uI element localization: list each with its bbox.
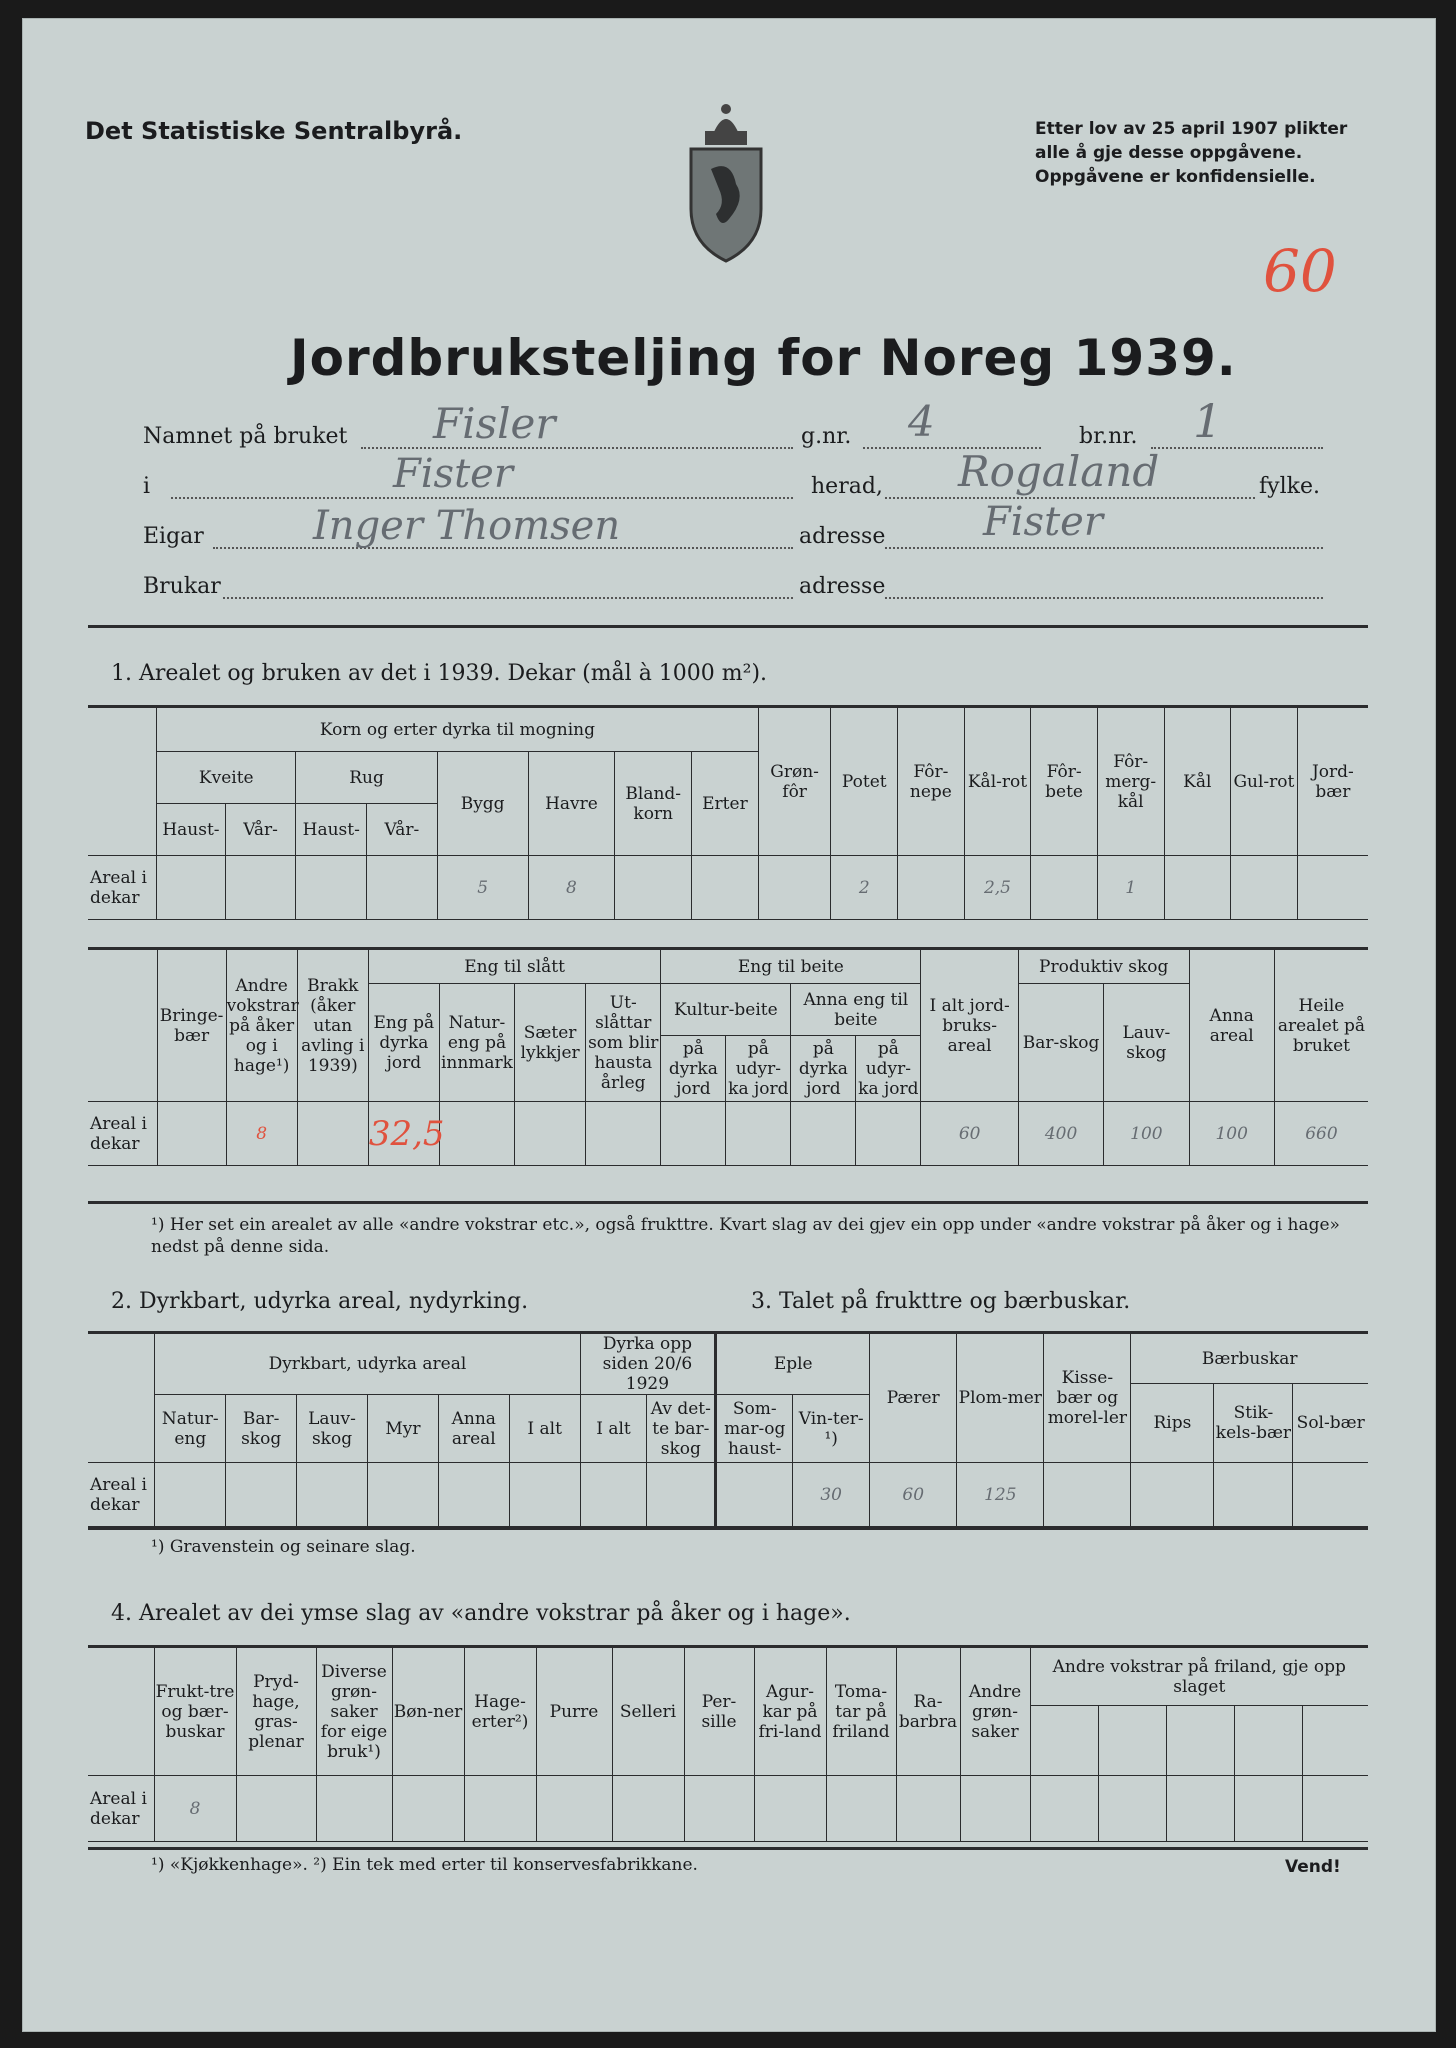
col-purre: Purre bbox=[536, 1648, 612, 1776]
cell-s2-lauvskog[interactable] bbox=[297, 1463, 368, 1527]
cell-friland-3[interactable] bbox=[1166, 1776, 1234, 1842]
area-table-1 bbox=[88, 707, 1368, 920]
cell-kultur-udyrka[interactable] bbox=[726, 1102, 791, 1166]
col-solbaer: Sol-bær bbox=[1293, 1384, 1368, 1463]
cell-sommar[interactable] bbox=[716, 1463, 793, 1527]
cell-s2-ialt[interactable] bbox=[509, 1463, 580, 1527]
col-s2-lauvskog: Lauv-skog bbox=[297, 1395, 368, 1463]
namnet-label: Namnet på bruket bbox=[143, 424, 348, 449]
col-kultur-dyrka: på dyrka jord bbox=[661, 1036, 726, 1102]
row-label-1: Areal i dekar bbox=[88, 856, 157, 920]
vend-label: Vend! bbox=[1285, 1857, 1341, 1877]
col-friland-3 bbox=[1166, 1706, 1234, 1776]
col-agurkar: Agur-kar på fri-land bbox=[754, 1648, 826, 1776]
row-label-1b: Areal i dekar bbox=[88, 1102, 157, 1166]
margin-number: 60 bbox=[1263, 237, 1337, 305]
cell-andre-gronsaker[interactable] bbox=[960, 1776, 1030, 1842]
col-s2-barskog: Bar-skog bbox=[226, 1395, 297, 1463]
brukar-adresse-label: adresse bbox=[799, 574, 886, 599]
section-2-title: 2. Dyrkbart, udyrka areal, nydyrking. bbox=[111, 1289, 529, 1314]
cell-kultur-dyrka[interactable] bbox=[661, 1102, 726, 1166]
agency-name: Det Statistiske Sentralbyrå. bbox=[85, 117, 463, 145]
cell-kalrot[interactable]: 2,5 bbox=[964, 856, 1031, 920]
col-rug: Rug bbox=[296, 752, 437, 804]
cell-s2-anna[interactable] bbox=[438, 1463, 509, 1527]
col-rips: Rips bbox=[1131, 1384, 1214, 1463]
col-vinter: Vin-ter-¹) bbox=[793, 1395, 870, 1463]
cell-kal[interactable] bbox=[1164, 856, 1231, 920]
cell-s2-av-dette[interactable] bbox=[647, 1463, 716, 1527]
cell-hageerter[interactable] bbox=[464, 1776, 536, 1842]
col-havre: Havre bbox=[528, 752, 615, 856]
cell-tomatar[interactable] bbox=[826, 1776, 896, 1842]
cell-potet[interactable]: 2 bbox=[831, 856, 898, 920]
law-notice bbox=[1035, 117, 1347, 189]
cell-kveite-haust[interactable] bbox=[157, 856, 226, 920]
eigar-adresse-value[interactable]: Fister bbox=[983, 499, 1103, 545]
cell-anna-areal[interactable]: 100 bbox=[1189, 1102, 1274, 1166]
col-sommar: Som-mar-og haust- bbox=[716, 1395, 793, 1463]
cell-naturleng[interactable] bbox=[439, 1102, 514, 1166]
footnote-1: ¹) Her set ein arealet av alle «andre vokstrar etc.», også frukttre. Kvart slag av dei gjev ein opp under «andre vokstrar på åker og i hage» nedst på denne sida. bbox=[151, 1215, 1340, 1257]
cell-formergkal[interactable]: 1 bbox=[1097, 856, 1164, 920]
eigar-adresse-label: adresse bbox=[799, 524, 886, 549]
section-3-title: 3. Talet på frukttre og bærbuskar. bbox=[751, 1289, 1131, 1314]
col-kalrot: Kål-rot bbox=[964, 708, 1031, 856]
namnet-value[interactable]: Fisler bbox=[433, 399, 556, 448]
brnr-label: br.nr. bbox=[1079, 424, 1138, 449]
footnote-4: ¹) «Kjøkkenhage». ²) Ein tek med erter til konservesfabrikkane. bbox=[151, 1855, 698, 1875]
col-s2-dyrka-ialt: I alt bbox=[580, 1395, 647, 1463]
col-rug-var: Vår- bbox=[367, 804, 438, 856]
area-table-1b bbox=[88, 949, 1368, 1166]
cell-blandkorn[interactable] bbox=[615, 856, 692, 920]
col-diverse-gronsaker: Diverse grøn-saker for eige bruk¹) bbox=[316, 1648, 392, 1776]
col-eng-slatt: Eng til slått bbox=[368, 950, 661, 984]
col-formergkal: Fôr-merg-kål bbox=[1097, 708, 1164, 856]
cell-andre-vokstrar[interactable]: 8 bbox=[226, 1102, 297, 1166]
page-title: Jordbruksteljing for Noreg 1939. bbox=[290, 329, 1237, 387]
cell-selleri[interactable] bbox=[612, 1776, 684, 1842]
cell-bonner[interactable] bbox=[392, 1776, 464, 1842]
col-produktiv-skog: Produktiv skog bbox=[1018, 950, 1189, 984]
col-persille: Per-sille bbox=[684, 1648, 754, 1776]
cell-kissebaer[interactable] bbox=[1044, 1463, 1131, 1527]
cell-s2-myr[interactable] bbox=[367, 1463, 438, 1527]
col-frukttre: Frukt-tre og bær-buskar bbox=[154, 1648, 236, 1776]
col-forbete: Fôr-bete bbox=[1031, 708, 1098, 856]
eigar-label: Eigar bbox=[143, 524, 204, 549]
col-rabarbra: Ra-barbra bbox=[896, 1648, 960, 1776]
cell-stikkelsbaer[interactable] bbox=[1214, 1463, 1293, 1527]
cell-s2-barskog[interactable] bbox=[226, 1463, 297, 1527]
cell-lauvskog[interactable]: 100 bbox=[1104, 1102, 1189, 1166]
cell-vinter[interactable]: 30 bbox=[793, 1463, 870, 1527]
col-dyrkbart: Dyrkbart, udyrka areal bbox=[155, 1334, 580, 1395]
col-bygg: Bygg bbox=[437, 752, 528, 856]
col-eng-dyrka: Eng på dyrka jord bbox=[368, 984, 439, 1102]
col-anna-udyrka: på udyr-ka jord bbox=[856, 1036, 921, 1102]
col-anna-dyrka: på dyrka jord bbox=[791, 1036, 856, 1102]
cell-prydhage[interactable] bbox=[236, 1776, 316, 1842]
cell-solbaer[interactable] bbox=[1293, 1463, 1368, 1527]
herad-label: herad, bbox=[811, 474, 883, 499]
section-1-title: 1. Arealet og bruken av det i 1939. Dekar (mål à 1000 m²). bbox=[111, 661, 768, 686]
col-s2-av-dette: Av det-te bar-skog bbox=[647, 1395, 716, 1463]
col-erter: Erter bbox=[692, 752, 759, 856]
col-andre-vokstrar: Andre vokstrar på åker og i hage¹) bbox=[226, 950, 297, 1102]
brnr-value[interactable]: 1 bbox=[1193, 394, 1223, 448]
law-line-2: alle å gje desse oppgåvene. bbox=[1035, 143, 1303, 163]
cell-brakk[interactable] bbox=[297, 1102, 368, 1166]
cell-paerer[interactable]: 60 bbox=[870, 1463, 957, 1527]
col-kveite: Kveite bbox=[157, 752, 296, 804]
col-hageerter: Hage-erter²) bbox=[464, 1648, 536, 1776]
cell-rabarbra[interactable] bbox=[896, 1776, 960, 1842]
col-bringebaer: Bringe-bær bbox=[157, 950, 226, 1102]
cell-i-alt-jordbruk[interactable]: 60 bbox=[921, 1102, 1019, 1166]
cell-havre[interactable]: 8 bbox=[528, 856, 615, 920]
cell-anna-udyrka[interactable] bbox=[856, 1102, 921, 1166]
col-anna-eng: Anna eng til beite bbox=[791, 984, 921, 1036]
col-kissebaer: Kisse-bær og morel-ler bbox=[1044, 1334, 1131, 1463]
col-potet: Potet bbox=[831, 708, 898, 856]
col-friland-5 bbox=[1302, 1706, 1368, 1776]
row-label-4: Areal i dekar bbox=[88, 1776, 154, 1842]
brukar-label: Brukar bbox=[143, 574, 221, 599]
cell-agurkar[interactable] bbox=[754, 1776, 826, 1842]
form-sheet bbox=[22, 18, 1436, 2032]
cell-gronfor[interactable] bbox=[758, 856, 831, 920]
cell-frukttre[interactable]: 8 bbox=[154, 1776, 236, 1842]
col-plommer: Plom-mer bbox=[957, 1334, 1044, 1463]
col-anna-areal: Anna areal bbox=[1189, 950, 1274, 1102]
i-label: i bbox=[143, 474, 151, 499]
cell-rug-haust[interactable] bbox=[296, 856, 367, 920]
cell-diverse[interactable] bbox=[316, 1776, 392, 1842]
col-paerer: Pærer bbox=[870, 1334, 957, 1463]
col-utslattar: Ut-slåttar som blir hausta årleg bbox=[586, 984, 661, 1102]
col-kal: Kål bbox=[1164, 708, 1231, 856]
coat-of-arms-icon bbox=[671, 89, 781, 264]
col-andre-friland: Andre vokstrar på friland, gje opp slaget bbox=[1030, 1648, 1368, 1706]
herad-value[interactable]: Rogaland bbox=[958, 447, 1160, 496]
cell-anna-dyrka[interactable] bbox=[791, 1102, 856, 1166]
cell-kveite-var[interactable] bbox=[225, 856, 296, 920]
col-s2-ialt: I alt bbox=[509, 1395, 580, 1463]
section-4-title: 4. Arealet av dei ymse slag av «andre vokstrar på åker og i hage». bbox=[111, 1601, 851, 1626]
col-brakk: Brakk (åker utan avling i 1939) bbox=[297, 950, 368, 1102]
cell-s2-naturleng[interactable] bbox=[155, 1463, 226, 1527]
col-kveite-var: Vår- bbox=[225, 804, 296, 856]
col-stikkelsbaer: Stik-kels-bær bbox=[1214, 1384, 1293, 1463]
cell-bringebaer[interactable] bbox=[157, 1102, 226, 1166]
col-dyrka-opp: Dyrka opp siden 20/6 1929 bbox=[580, 1334, 716, 1395]
col-gronfor: Grøn-fôr bbox=[758, 708, 831, 856]
col-saeter: Sæter lykkjer bbox=[515, 984, 586, 1102]
col-kveite-haust: Haust- bbox=[157, 804, 226, 856]
col-selleri: Selleri bbox=[612, 1648, 684, 1776]
korn-header: Korn og erter dyrka til mogning bbox=[157, 708, 759, 752]
col-lauvskog: Lauv-skog bbox=[1104, 984, 1189, 1102]
cell-eng-dyrka[interactable]: 32,5 bbox=[368, 1102, 439, 1166]
col-eple: Eple bbox=[716, 1334, 870, 1395]
col-baerbuskar: Bærbuskar bbox=[1131, 1334, 1368, 1384]
col-s2-anna: Anna areal bbox=[438, 1395, 509, 1463]
eigar-value[interactable]: Inger Thomsen bbox=[313, 503, 621, 549]
col-tomatar: Toma-tar på friland bbox=[826, 1648, 896, 1776]
col-heile-arealet: Heile arealet på bruket bbox=[1274, 950, 1368, 1102]
area-table-2-3 bbox=[88, 1333, 1368, 1527]
footnote-2: ¹) Gravenstein og seinare slag. bbox=[151, 1537, 416, 1557]
gnr-label: g.nr. bbox=[801, 424, 852, 449]
cell-gulrot[interactable] bbox=[1231, 856, 1298, 920]
cell-friland-5[interactable] bbox=[1302, 1776, 1368, 1842]
cell-friland-1[interactable] bbox=[1030, 1776, 1098, 1842]
cell-barskog[interactable]: 400 bbox=[1018, 1102, 1103, 1166]
fylke-label: fylke. bbox=[1259, 474, 1320, 499]
col-gulrot: Gul-rot bbox=[1231, 708, 1298, 856]
col-blandkorn: Bland-korn bbox=[615, 752, 692, 856]
area-table-4 bbox=[88, 1647, 1368, 1842]
cell-s2-dyrka-ialt[interactable] bbox=[580, 1463, 647, 1527]
col-barskog: Bar-skog bbox=[1018, 984, 1103, 1102]
col-bonner: Bøn-ner bbox=[392, 1648, 464, 1776]
gnr-value[interactable]: 4 bbox=[908, 397, 935, 446]
cell-rug-var[interactable] bbox=[367, 856, 438, 920]
col-naturleng: Natur-eng på innmark bbox=[439, 984, 514, 1102]
cell-friland-4[interactable] bbox=[1234, 1776, 1302, 1842]
cell-plommer[interactable]: 125 bbox=[957, 1463, 1044, 1527]
law-line-3: Oppgåvene er konfidensielle. bbox=[1035, 167, 1316, 187]
col-eng-beite: Eng til beite bbox=[661, 950, 921, 984]
col-prydhage: Pryd-hage, gras-plenar bbox=[236, 1648, 316, 1776]
col-kulturbeite: Kultur-beite bbox=[661, 984, 791, 1036]
col-s2-myr: Myr bbox=[367, 1395, 438, 1463]
col-friland-2 bbox=[1098, 1706, 1166, 1776]
cell-bygg[interactable]: 5 bbox=[437, 856, 528, 920]
col-i-alt-jordbruk: I alt jord-bruks-areal bbox=[921, 950, 1019, 1102]
cell-utslattar[interactable] bbox=[586, 1102, 661, 1166]
col-rug-haust: Haust- bbox=[296, 804, 367, 856]
col-friland-1 bbox=[1030, 1706, 1098, 1776]
cell-heile-arealet[interactable]: 660 bbox=[1274, 1102, 1368, 1166]
col-andre-gronsaker: Andre grøn-saker bbox=[960, 1648, 1030, 1776]
cell-purre[interactable] bbox=[536, 1776, 612, 1842]
col-jordbaer: Jord-bær bbox=[1297, 708, 1368, 856]
cell-fornepe[interactable] bbox=[898, 856, 965, 920]
col-kultur-udyrka: på udyr-ka jord bbox=[726, 1036, 791, 1102]
cell-persille[interactable] bbox=[684, 1776, 754, 1842]
cell-friland-2[interactable] bbox=[1098, 1776, 1166, 1842]
cell-forbete[interactable] bbox=[1031, 856, 1098, 920]
cell-rips[interactable] bbox=[1131, 1463, 1214, 1527]
col-s2-naturleng: Natur-eng bbox=[155, 1395, 226, 1463]
law-line-1: Etter lov av 25 april 1907 plikter bbox=[1035, 119, 1348, 139]
i-value[interactable]: Fister bbox=[393, 451, 513, 497]
cell-jordbaer[interactable] bbox=[1297, 856, 1368, 920]
cell-erter[interactable] bbox=[692, 856, 759, 920]
col-fornepe: Fôr-nepe bbox=[898, 708, 965, 856]
col-friland-4 bbox=[1234, 1706, 1302, 1776]
row-label-2: Areal i dekar bbox=[88, 1463, 155, 1527]
cell-saeter[interactable] bbox=[515, 1102, 586, 1166]
